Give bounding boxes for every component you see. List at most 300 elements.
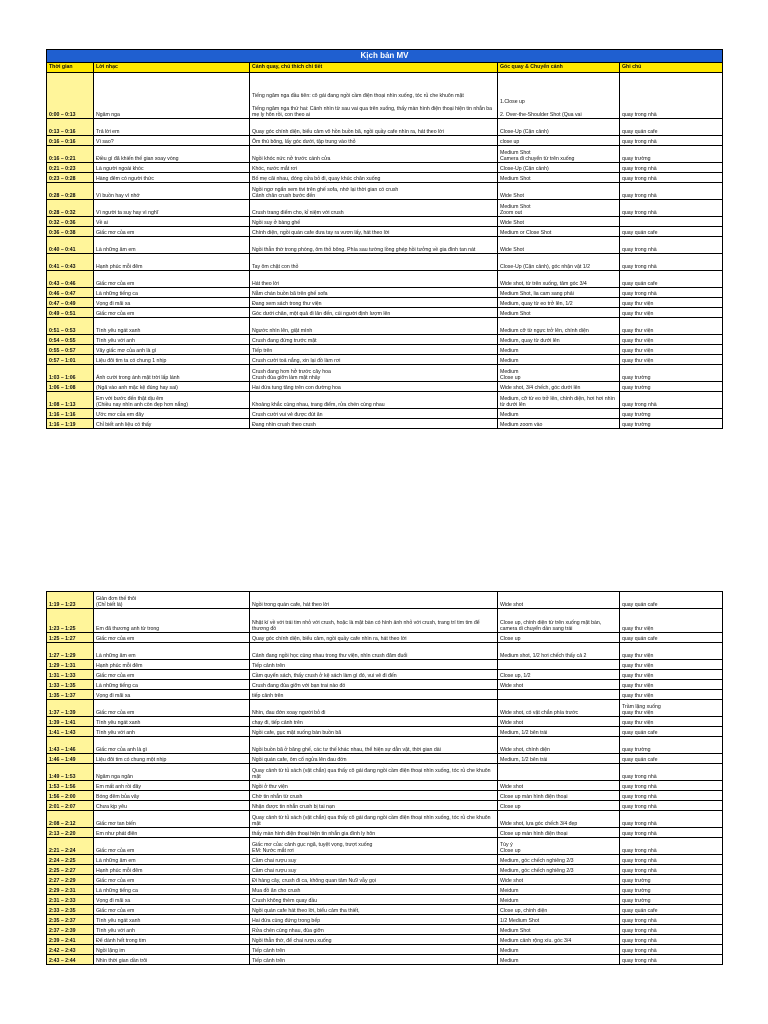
table-row bbox=[47, 633, 723, 643]
scene-cell: Khóc, nước mắt rơi bbox=[250, 163, 498, 173]
time-cell: 0:32 – 0:36 bbox=[47, 217, 94, 227]
table-row bbox=[47, 392, 723, 409]
angle-cell: Close-Up (Cận cảnh) bbox=[498, 163, 620, 173]
note-cell: quay trong nhà bbox=[620, 781, 723, 791]
time-cell: 0:41 – 0:43 bbox=[47, 254, 94, 271]
note-cell: quay thư viện bbox=[620, 609, 723, 633]
table-row bbox=[47, 855, 723, 865]
time-cell: 1:27 – 1:29 bbox=[47, 643, 94, 660]
lyric-cell: Hàng đêm có người thức bbox=[94, 173, 250, 183]
table-row bbox=[47, 781, 723, 791]
header-note: Ghi chú bbox=[620, 63, 723, 73]
scene-cell: Crush cười toả nắng, xin lại đồ làm rơi bbox=[250, 355, 498, 365]
note-cell: quay thư viện bbox=[620, 308, 723, 318]
scene-cell: Nhật kí về với trái tim nhỏ với crush, hoặc là mặt bàn có hình ảnh nhỏ với crush, trang trí tim tim để thương đồ bbox=[250, 609, 498, 633]
table-row bbox=[47, 811, 723, 828]
note-cell: quay trong nhà bbox=[620, 828, 723, 838]
angle-cell: Medium shot, 1/2 hơi chếch thấy cả 2 bbox=[498, 643, 620, 660]
angle-cell: Close-Up (Cận cảnh), góc nhận vật 1/2 bbox=[498, 254, 620, 271]
table-row bbox=[47, 875, 723, 885]
scene-cell: Ngồi thẫn thờ trong phòng, ôm thỏ bông. Phía sau tường lồng ghép hồi tưởng về gia đình tan nát bbox=[250, 237, 498, 254]
table-row bbox=[47, 925, 723, 935]
table-row bbox=[47, 690, 723, 700]
scene-cell: Ngồi cafe, gục mặt xuống bàn buồn bã bbox=[250, 727, 498, 737]
angle-cell: Medium Shot Zoom out bbox=[498, 200, 620, 217]
note-cell: quay quán cafe bbox=[620, 905, 723, 915]
table-row bbox=[47, 382, 723, 392]
scene-cell: Quay cảnh từ tủ sách (vật chắn) qua thấy cô gái đang ngồi cầm điện thoại nhìn xuống, tóc rủ che khuôn mặt bbox=[250, 764, 498, 781]
angle-cell: Wide shot, lựa góc chếch 3/4 đẹp bbox=[498, 811, 620, 828]
note-cell: quay trong nhà bbox=[620, 136, 723, 146]
angle-cell: Medium cỡ từ ngực trở lên, chính diện bbox=[498, 318, 620, 335]
angle-cell: Medium or Close Shot bbox=[498, 227, 620, 237]
script-table-page-1 bbox=[46, 49, 723, 429]
note-cell: quay trong nhà bbox=[620, 200, 723, 217]
note-cell: quay trong nhà bbox=[620, 935, 723, 945]
scene-cell: Ngồi trong quán cafe, hát theo lời bbox=[250, 592, 498, 609]
lyric-cell: Ngồi lặng im bbox=[94, 945, 250, 955]
angle-cell: Medium Shot bbox=[498, 308, 620, 318]
scene-cell: Mua đồ ăn cho crush bbox=[250, 885, 498, 895]
note-cell: quay trường bbox=[620, 382, 723, 392]
angle-cell: Wide shot bbox=[498, 717, 620, 727]
angle-cell: Medium zoom vào bbox=[498, 419, 620, 429]
lyric-cell: Là những tiếng ca bbox=[94, 288, 250, 298]
time-cell: 1:16 – 1:16 bbox=[47, 409, 94, 419]
note-cell: quay trường bbox=[620, 146, 723, 163]
table-row bbox=[47, 173, 723, 183]
angle-cell: Medium, quay từ dưới lên bbox=[498, 335, 620, 345]
angle-cell: Wide Shot bbox=[498, 237, 620, 254]
lyric-cell: Là những âm em bbox=[94, 643, 250, 660]
angle-cell: Medium, 1/2 bên trái bbox=[498, 727, 620, 737]
time-cell: 0:23 – 0:28 bbox=[47, 173, 94, 183]
scene-cell: thấy màn hình điện thoại hiện tin nhắn gia đình ly hôn bbox=[250, 828, 498, 838]
angle-cell: Wide shot bbox=[498, 875, 620, 885]
note-cell: quay trong nhà bbox=[620, 392, 723, 409]
lyric-cell: Giấc mơ của anh là gì bbox=[94, 737, 250, 754]
angle-cell: Medium Shot, lia cam sang phải bbox=[498, 288, 620, 298]
table-row bbox=[47, 717, 723, 727]
note-cell: quay thư viện bbox=[620, 680, 723, 690]
angle-cell: Medium bbox=[498, 345, 620, 355]
note-cell: quay trong nhà bbox=[620, 838, 723, 855]
table-row bbox=[47, 217, 723, 227]
time-cell: 1:19 – 1:23 bbox=[47, 592, 94, 609]
time-cell: 0:46 – 0:47 bbox=[47, 288, 94, 298]
angle-cell: Close up bbox=[498, 801, 620, 811]
angle-cell: Medium Shot Camera đi chuyển từ trên xuống bbox=[498, 146, 620, 163]
note-cell: quay trong nhà bbox=[620, 183, 723, 200]
note-cell: quay quán cafe bbox=[620, 727, 723, 737]
lyric-cell: Tình yêu ngát xanh bbox=[94, 318, 250, 335]
angle-cell: Wide shot bbox=[498, 592, 620, 609]
table-row bbox=[47, 700, 723, 717]
scene-cell: Khoảng khắc cùng nhau, trang điểm, rửa chén cùng nhau bbox=[250, 392, 498, 409]
time-cell: 0:43 – 0:46 bbox=[47, 271, 94, 288]
scene-cell: chạy đi, tiếp cảnh trên bbox=[250, 717, 498, 727]
scene-cell: Tay ôm chặt con thỏ bbox=[250, 254, 498, 271]
scene-cell: Crush đang đứng trước mặt bbox=[250, 335, 498, 345]
time-cell: 1:25 – 1:27 bbox=[47, 633, 94, 643]
scene-cell: Hát theo lời bbox=[250, 271, 498, 288]
time-cell: 2:31 – 2:33 bbox=[47, 895, 94, 905]
scene-cell: Crush đang đùa giỡn với bạn trai nào đó bbox=[250, 680, 498, 690]
lyric-cell: Chưa kịp yêu bbox=[94, 801, 250, 811]
note-cell: quay thư viện bbox=[620, 345, 723, 355]
scene-cell: Nằm chán buồn bã trên ghế sofa bbox=[250, 288, 498, 298]
table-row bbox=[47, 737, 723, 754]
table-row bbox=[47, 119, 723, 136]
time-cell: 1:23 – 1:25 bbox=[47, 609, 94, 633]
table-row bbox=[47, 163, 723, 173]
lyric-cell: Vì sao? bbox=[94, 136, 250, 146]
note-cell: quay thư viện bbox=[620, 670, 723, 680]
angle-cell: Wide shot, từ trên xuống, tâm góc 3/4 bbox=[498, 271, 620, 288]
scene-cell: Đang nhìn crush theo crush bbox=[250, 419, 498, 429]
lyric-cell: Ngâm nga bbox=[94, 73, 250, 119]
time-cell: 2:42 – 2:43 bbox=[47, 945, 94, 955]
angle-cell: Medium Shot bbox=[498, 173, 620, 183]
lyric-cell: Hạnh phúc mỗi đêm bbox=[94, 254, 250, 271]
note-cell: Trầm lặng xuống quay thư viện bbox=[620, 700, 723, 717]
table-row bbox=[47, 409, 723, 419]
note-cell: quay trong nhà bbox=[620, 254, 723, 271]
lyric-cell: Hạnh phúc mỗi đêm bbox=[94, 865, 250, 875]
table-row bbox=[47, 365, 723, 382]
note-cell: quay trong nhà bbox=[620, 801, 723, 811]
time-cell: 2:13 – 2:20 bbox=[47, 828, 94, 838]
note-cell: quay quán cafe bbox=[620, 633, 723, 643]
lyric-cell: Trả lời em bbox=[94, 119, 250, 136]
angle-cell: Medium, góc chếch nghiêng 2/3 bbox=[498, 855, 620, 865]
table-row bbox=[47, 955, 723, 965]
note-cell: quay thư viện bbox=[620, 717, 723, 727]
time-cell: 0:21 – 0:23 bbox=[47, 163, 94, 173]
lyric-cell: Hạnh phúc mỗi đêm bbox=[94, 660, 250, 670]
note-cell: quay quán cafe bbox=[620, 227, 723, 237]
table-row bbox=[47, 915, 723, 925]
table-row bbox=[47, 345, 723, 355]
time-cell: 1:08 – 1:13 bbox=[47, 392, 94, 409]
time-cell: 2:08 – 2:12 bbox=[47, 811, 94, 828]
time-cell: 1:43 – 1:46 bbox=[47, 737, 94, 754]
lyric-cell: Giấc mơ của em bbox=[94, 838, 250, 855]
time-cell: 1:35 – 1:37 bbox=[47, 690, 94, 700]
lyric-cell: (Ngã vào anh mặc kệ đúng hay sai) bbox=[94, 382, 250, 392]
angle-cell: Meidum bbox=[498, 895, 620, 905]
time-cell: 0:54 – 0:55 bbox=[47, 335, 94, 345]
lyric-cell: Ánh cười trong ánh mặt trời lấp lánh bbox=[94, 365, 250, 382]
scene-cell: Ngồi quán cafe hát theo lời, biểu cảm tha thiết, bbox=[250, 905, 498, 915]
time-cell: 2:01 – 2:07 bbox=[47, 801, 94, 811]
note-cell: quay thư viện bbox=[620, 355, 723, 365]
time-cell: 0:49 – 0:51 bbox=[47, 308, 94, 318]
table-row bbox=[47, 660, 723, 670]
note-cell: quay trong nhà bbox=[620, 73, 723, 119]
angle-cell: Medium, quay từ eo trở lên, 1/2 bbox=[498, 298, 620, 308]
angle-cell: Meidum bbox=[498, 885, 620, 895]
scene-cell: Ngồi quán cafe, ôm cổ ngửa lên đau đớn bbox=[250, 754, 498, 764]
lyric-cell: Bóng đêm bủa vây bbox=[94, 791, 250, 801]
time-cell: 1:06 – 1:08 bbox=[47, 382, 94, 392]
table-row bbox=[47, 643, 723, 660]
lyric-cell: Em như phát điên bbox=[94, 828, 250, 838]
header-lyric: Lời nhạc bbox=[94, 63, 250, 73]
table-row bbox=[47, 355, 723, 365]
time-cell: 0:16 – 0:21 bbox=[47, 146, 94, 163]
time-cell: 0:55 – 0:57 bbox=[47, 345, 94, 355]
scene-cell: Rửa chén cùng nhau, đùa giỡn bbox=[250, 925, 498, 935]
time-cell: 0:16 – 0:16 bbox=[47, 136, 94, 146]
note-cell: quay quán cafe bbox=[620, 271, 723, 288]
lyric-cell: Tình yêu với anh bbox=[94, 335, 250, 345]
lyric-cell: Là những âm em bbox=[94, 237, 250, 254]
time-cell: 2:39 – 2:41 bbox=[47, 935, 94, 945]
time-cell: 2:35 – 2:37 bbox=[47, 915, 94, 925]
lyric-cell: Để dành hết trong tim bbox=[94, 935, 250, 945]
note-cell: quay thư viện bbox=[620, 660, 723, 670]
time-cell: 0:51 – 0:53 bbox=[47, 318, 94, 335]
lyric-cell: Là người ngoài khóc bbox=[94, 163, 250, 173]
scene-cell: Chính diện, ngồi quán cafe đưa tay ra vươn lấy, hát theo lời bbox=[250, 227, 498, 237]
angle-cell bbox=[498, 660, 620, 670]
table-row bbox=[47, 764, 723, 781]
scene-cell: Tiếng ngâm nga đầu tiên: cô gái đang ngồi cầm điện thoại nhìn xuống, tóc rủ che khuôn mặt Tiếng ngâm nga thứ hai: Cảnh nhìn từ sau vai qua trên xuống, thấy màn hình điện thoại hiện tin nhắn ba mẹ ly hôn rồi, con theo ai bbox=[250, 73, 498, 119]
table-row bbox=[47, 828, 723, 838]
table-row bbox=[47, 271, 723, 288]
note-cell: quay trong nhà bbox=[620, 915, 723, 925]
lyric-cell: Vọng đi mãi xa bbox=[94, 895, 250, 905]
lyric-cell: Giấc mơ của em bbox=[94, 227, 250, 237]
note-cell: quay thư viện bbox=[620, 318, 723, 335]
note-cell: quay trong nhà bbox=[620, 945, 723, 955]
time-cell: 1:41 – 1:43 bbox=[47, 727, 94, 737]
lyric-cell: Giấc mơ của em bbox=[94, 271, 250, 288]
lyric-cell: Giấc mơ tan biến bbox=[94, 811, 250, 828]
note-cell: quay trong nhà bbox=[620, 288, 723, 298]
time-cell: 2:29 – 2:31 bbox=[47, 885, 94, 895]
note-cell: quay trong nhà bbox=[620, 955, 723, 965]
lyric-cell: Giấc mơ của em bbox=[94, 633, 250, 643]
note-cell: quay trường bbox=[620, 895, 723, 905]
header-row bbox=[47, 63, 723, 73]
note-cell: quay trong nhà bbox=[620, 764, 723, 781]
lyric-cell: Ước mơ của em đây bbox=[94, 409, 250, 419]
lyric-cell: Vọng đi mãi xa bbox=[94, 298, 250, 308]
table-row bbox=[47, 419, 723, 429]
lyric-cell: Giấc mơ của em bbox=[94, 905, 250, 915]
table-row bbox=[47, 288, 723, 298]
table-row bbox=[47, 73, 723, 119]
time-cell: 0:00 – 0:13 bbox=[47, 73, 94, 119]
note-cell bbox=[620, 217, 723, 227]
table-row bbox=[47, 670, 723, 680]
scene-cell: Ngồi ngơ ngẩn xem tivi trên ghế sofa, nhớ lại thời gian có crush Cảnh chân crush bước đến bbox=[250, 183, 498, 200]
angle-cell: Medium bbox=[498, 945, 620, 955]
angle-cell: Medium bbox=[498, 955, 620, 965]
time-cell: 0:28 – 0:32 bbox=[47, 200, 94, 217]
scene-cell: Cầm chai rượu suy bbox=[250, 855, 498, 865]
scene-cell: Cầm chai rượu suy bbox=[250, 865, 498, 875]
scene-cell: tiếp cảnh trên bbox=[250, 690, 498, 700]
scene-cell: Tiếp cảnh trên bbox=[250, 945, 498, 955]
scene-cell: Hai đứa cùng đứng trong bếp bbox=[250, 915, 498, 925]
scene-cell: Nhận được tin nhắn crush bị tai nạn bbox=[250, 801, 498, 811]
scene-cell: Đi hàng cây, crush đi ca, không quan tâm Nu9 vẫy gọi bbox=[250, 875, 498, 885]
table-row bbox=[47, 308, 723, 318]
sheet-title: Kịch bản MV bbox=[47, 50, 723, 63]
angle-cell: Medium, cỡ từ eo trở lên, chính diện, hơi hơi nhìn từ dưới lên bbox=[498, 392, 620, 409]
table-row bbox=[47, 254, 723, 271]
table-row bbox=[47, 865, 723, 875]
angle-cell: Close up, chính diện bbox=[498, 905, 620, 915]
angle-cell bbox=[498, 764, 620, 781]
time-cell: 1:53 – 1:56 bbox=[47, 781, 94, 791]
scene-cell: Tiếp trên bbox=[250, 345, 498, 355]
lyric-cell: Giấc mơ của em bbox=[94, 700, 250, 717]
angle-cell: Close up màn hình điện thoại bbox=[498, 828, 620, 838]
scene-cell: Quay góc chính diện, biểu cảm, ngồi quầy cafe nhìn ra, hát theo lời bbox=[250, 633, 498, 643]
time-cell: 1:39 – 1:41 bbox=[47, 717, 94, 727]
angle-cell: Medium, góc chếch nghiêng 2/3 bbox=[498, 865, 620, 875]
angle-cell: Wide shot bbox=[498, 781, 620, 791]
scene-cell: Nhìn, đau đớn xoay người bỏ đi bbox=[250, 700, 498, 717]
note-cell: quay thư viện bbox=[620, 298, 723, 308]
lyric-cell: Là những âm em bbox=[94, 855, 250, 865]
time-cell: 2:37 – 2:39 bbox=[47, 925, 94, 935]
table-row bbox=[47, 592, 723, 609]
table-row bbox=[47, 227, 723, 237]
time-cell: 2:24 – 2:25 bbox=[47, 855, 94, 865]
scene-cell: Bố mẹ cãi nhau, đóng cửa bỏ đi, quay khúc chân xuống bbox=[250, 173, 498, 183]
angle-cell: Close up, 1/2 bbox=[498, 670, 620, 680]
scene-cell: Giấc mơ của: cảnh gục ngã, tuyệt vọng, trượt xuống EM: Nước mắt rơi bbox=[250, 838, 498, 855]
time-cell: 0:28 – 0:28 bbox=[47, 183, 94, 200]
time-cell: 2:27 – 2:29 bbox=[47, 875, 94, 885]
scene-cell: Ngồi khóc nức nở trước cánh cửa bbox=[250, 146, 498, 163]
scene-cell: Ngồi suy ở bàng ghế bbox=[250, 217, 498, 227]
scene-cell: Crush cười vui vẻ được đút ăn bbox=[250, 409, 498, 419]
table-row bbox=[47, 885, 723, 895]
time-cell: 0:47 – 0:49 bbox=[47, 298, 94, 308]
note-cell: quay trong nhà bbox=[620, 173, 723, 183]
note-cell: quay trường bbox=[620, 365, 723, 382]
table-row bbox=[47, 801, 723, 811]
angle-cell: Close up, chính diện từ trên xuống mặt bàn, camera di chuyển dần sang trái bbox=[498, 609, 620, 633]
table-row bbox=[47, 680, 723, 690]
angle-cell: Close-Up (Cận cảnh) bbox=[498, 119, 620, 136]
angle-cell: 1.Close up 2. Over-the-Shoulder Shot (Qua vai bbox=[498, 73, 620, 119]
lyric-cell: Giấc mơ của em bbox=[94, 308, 250, 318]
angle-cell: Tùy ý Close up bbox=[498, 838, 620, 855]
table-row bbox=[47, 183, 723, 200]
lyric-cell: Giấc mơ của em bbox=[94, 670, 250, 680]
angle-cell: Medium Shot bbox=[498, 925, 620, 935]
lyric-cell: Em đã thương anh từ trong bbox=[94, 609, 250, 633]
scene-cell: Ôm thú bông, lấy góc dưới, tập trung vào thỏ bbox=[250, 136, 498, 146]
note-cell: quay trong nhà bbox=[620, 925, 723, 935]
time-cell: 2:33 – 2:35 bbox=[47, 905, 94, 915]
time-cell: 1:03 – 1:06 bbox=[47, 365, 94, 382]
scene-cell: Ngồi thẫn thờ, để chai rượu xuống bbox=[250, 935, 498, 945]
table-row bbox=[47, 935, 723, 945]
angle-cell: Medium, 1/2 bên trái bbox=[498, 754, 620, 764]
table-row bbox=[47, 945, 723, 955]
scene-cell: Quay cảnh từ tủ sách (vật chắn) qua thấy cô gái đang ngồi cầm điện thoại nhìn xuống, tóc rủ che khuôn mặt bbox=[250, 811, 498, 828]
angle-cell: Close up màn hình điện thoại bbox=[498, 791, 620, 801]
table-row bbox=[47, 146, 723, 163]
lyric-cell: Liệu đôi tim có chung một nhịp bbox=[94, 754, 250, 764]
angle-cell: Medium Close up bbox=[498, 365, 620, 382]
lyric-cell: Nhìn thời gian dần trôi bbox=[94, 955, 250, 965]
lyric-cell: Giấc mơ của em bbox=[94, 875, 250, 885]
note-cell: quay trường bbox=[620, 875, 723, 885]
lyric-cell: Vọng đi mãi xa bbox=[94, 690, 250, 700]
note-cell: quay trong nhà bbox=[620, 865, 723, 875]
note-cell: quay trong nhà bbox=[620, 811, 723, 828]
table-row bbox=[47, 754, 723, 764]
time-cell: 1:37 – 1:39 bbox=[47, 700, 94, 717]
time-cell: 1:33 – 1:35 bbox=[47, 680, 94, 690]
time-cell: 2:25 – 2:27 bbox=[47, 865, 94, 875]
note-cell: quay trong nhà bbox=[620, 791, 723, 801]
scene-cell: Chờ tin nhắn từ crush bbox=[250, 791, 498, 801]
scene-cell: Quay góc chính diện, biểu cảm vô hồn buồn bã, ngồi quầy cafe nhìn ra, hát theo lời bbox=[250, 119, 498, 136]
table-row bbox=[47, 791, 723, 801]
scene-cell: Ngồi ở thư viện bbox=[250, 781, 498, 791]
angle-cell: Wide shot, có vật chắn phía trước bbox=[498, 700, 620, 717]
time-cell: 1:16 – 1:19 bbox=[47, 419, 94, 429]
table-row bbox=[47, 727, 723, 737]
table-row bbox=[47, 905, 723, 915]
scene-cell: Ngồi buồn bã ở băng ghế, các tư thế khác nhau, thể hiện sự dằn vặt, thời gian dài bbox=[250, 737, 498, 754]
scene-cell: Crush đang hơn hở trước cây hoa Crush đùa giỡn làm mặt nhây bbox=[250, 365, 498, 382]
angle-cell: 1/2 Medium Shot bbox=[498, 915, 620, 925]
angle-cell: Wide shot, 3/4 chếch, góc dưới lên bbox=[498, 382, 620, 392]
angle-cell: Wide Shot bbox=[498, 183, 620, 200]
table-row bbox=[47, 335, 723, 345]
note-cell: quay trong nhà bbox=[620, 163, 723, 173]
lyric-cell: Là những tiếng ca bbox=[94, 680, 250, 690]
angle-cell: Medium bbox=[498, 409, 620, 419]
lyric-cell: Giản đơn thế thôi (Chỉ biết là) bbox=[94, 592, 250, 609]
header-time: Thời gian bbox=[47, 63, 94, 73]
angle-cell: Medium cảnh rộng xíu. góc 3/4 bbox=[498, 935, 620, 945]
lyric-cell: Em với bước đến thật dịu êm (Chiều nay nhìn anh còn đẹp hơn nắng) bbox=[94, 392, 250, 409]
lyric-cell: Ngâm nga ngân bbox=[94, 764, 250, 781]
angle-cell: Wide shot, chính diện bbox=[498, 737, 620, 754]
scene-cell: Ngước nhìn lên, giật mình bbox=[250, 318, 498, 335]
note-cell: quay trường bbox=[620, 419, 723, 429]
scene-cell: Tiếp cảnh trên bbox=[250, 955, 498, 965]
note-cell: quay trường bbox=[620, 737, 723, 754]
lyric-cell: Vì buồn hay vì nhớ bbox=[94, 183, 250, 200]
angle-cell: Medium bbox=[498, 355, 620, 365]
scene-cell: Góc dưới chân, một quả đi lân đến, cúi người định lượm lên bbox=[250, 308, 498, 318]
table-row bbox=[47, 136, 723, 146]
time-cell: 1:29 – 1:31 bbox=[47, 660, 94, 670]
note-cell: quay trong nhà bbox=[620, 237, 723, 254]
table-row bbox=[47, 609, 723, 633]
table-row bbox=[47, 318, 723, 335]
table-row bbox=[47, 838, 723, 855]
scene-cell: Tiếp cảnh trên bbox=[250, 660, 498, 670]
lyric-cell: Chỉ biết anh liệu có thấy bbox=[94, 419, 250, 429]
scene-cell: Crush không thèm quay đầu bbox=[250, 895, 498, 905]
note-cell: quay thư viện bbox=[620, 335, 723, 345]
lyric-cell: Liệu đôi tim ta có chung 1 nhịp bbox=[94, 355, 250, 365]
